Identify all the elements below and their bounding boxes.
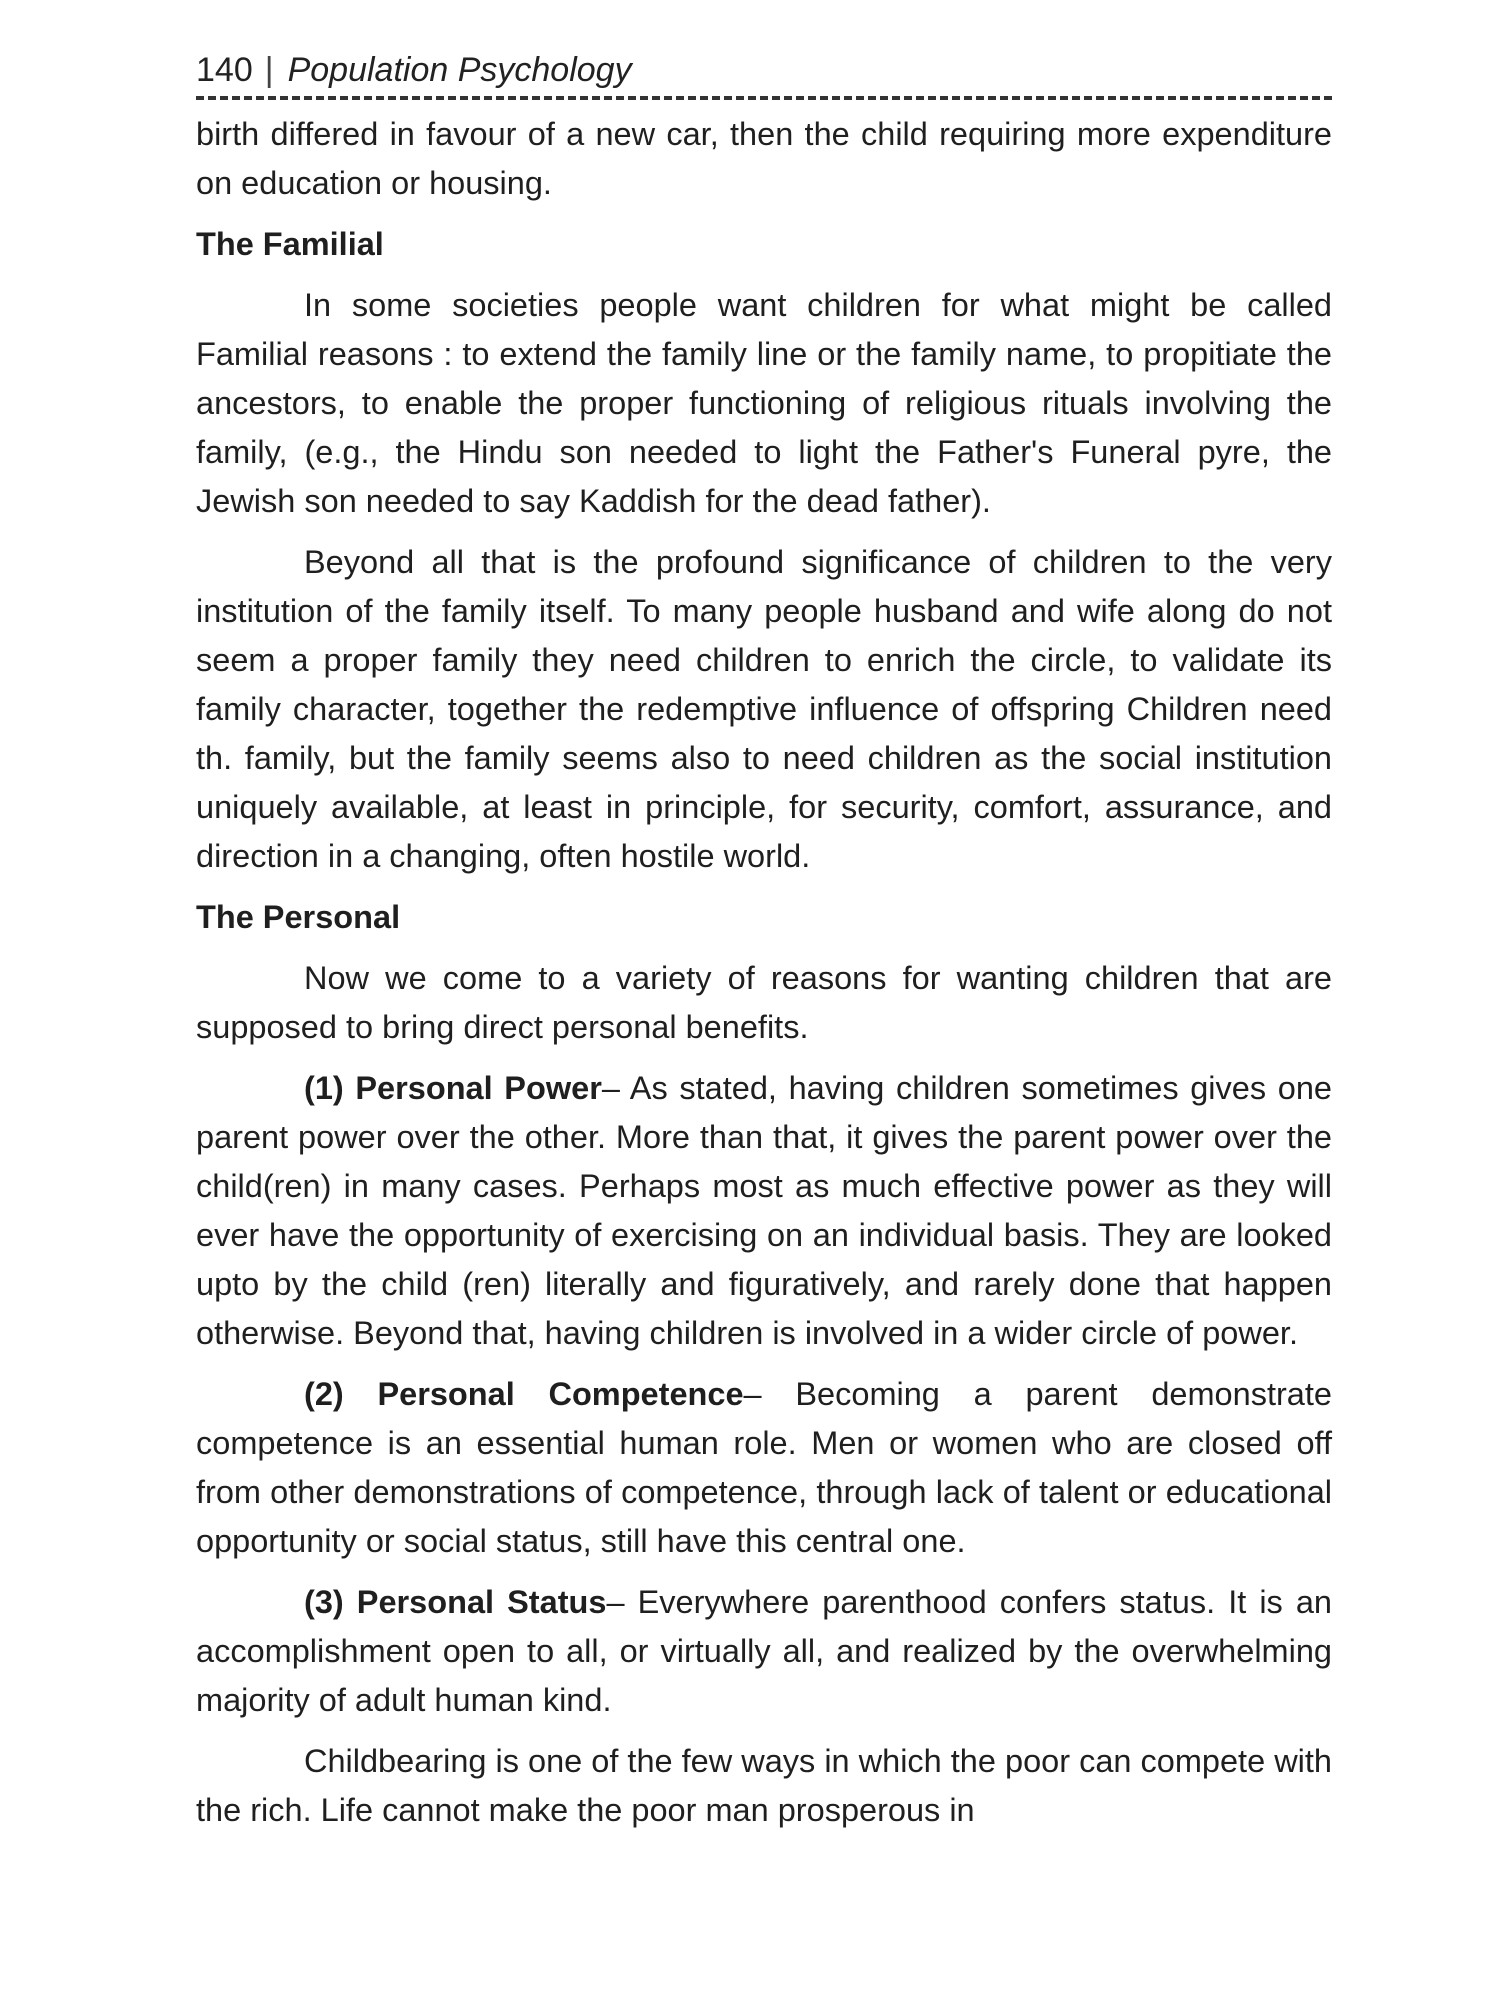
- personal-power-text: – As stated, having children sometimes gives one parent power over the other. More than that, it gives the parent power over the child(ren) in many cases. Perhaps most as much effective power as they will ever have the opportunity of exercising on an individual basis. They are looked upto by the child (ren) literally and figuratively, and rarely done that happen otherwise. Beyond that, having children is involved in a wider circle of power.: [196, 1070, 1332, 1351]
- section-heading-personal: The Personal: [196, 899, 401, 935]
- personal-competence-label: (2) Personal Competence: [304, 1376, 744, 1412]
- personal-power-label: (1) Personal Power: [304, 1070, 602, 1106]
- childbearing-paragraph: Childbearing is one of the few ways in which the poor can compete with the rich. Life cannot make the poor man prosperous in: [196, 1743, 1332, 1828]
- personal-competence-text: – Becoming a parent demonstrate competence is an essential human role. Men or women who are closed off from other demonstrations of competence, through lack of talent or educational opportunity or social status, still have this central one.: [196, 1376, 1332, 1559]
- personal-power-paragraph: [196, 1064, 1332, 1358]
- header-separator: |: [264, 51, 274, 89]
- personal-status-text: – Everywhere parenthood confers status. It is an accomplishment open to all, or virtually all, and realized by the overwhelming majority of adult human kind.: [196, 1584, 1332, 1718]
- page-number: 140: [196, 51, 253, 89]
- running-title: Population Psychology: [287, 51, 632, 89]
- personal-status-label: (3) Personal Status: [304, 1584, 607, 1620]
- personal-intro-paragraph: Now we come to a variety of reasons for wanting children that are supposed to bring direct personal benefits.: [196, 960, 1332, 1045]
- familial-paragraph-1: In some societies people want children for what might be called Familial reasons : to extend the family line or the family name, to propitiate the ancestors, to enable the proper functioning of religious rituals involving the family, (e.g., the Hindu son needed to light the Father's Funeral pyre, the Jewish son needed to say Kaddish for the dead father).: [196, 287, 1332, 519]
- familial-paragraph-2: Beyond all that is the profound significance of children to the very institution of the family itself. To many people husband and wife along do not seem a proper family they need children to enrich the circle, to validate its family character, together the redemptive influence of offspring Children need th. family, but the family seems also to need children as the social institution uniquely available, at least in principle, for security, comfort, assurance, and direction in a changing, often hostile world.: [196, 544, 1332, 874]
- page-body: [196, 110, 1332, 1835]
- personal-status-paragraph: [196, 1578, 1332, 1725]
- section-heading-familial: The Familial: [196, 226, 384, 262]
- personal-competence-paragraph: [196, 1370, 1332, 1566]
- running-header: [196, 46, 1332, 94]
- intro-paragraph: birth differed in favour of a new car, then the child requiring more expenditure on education or housing.: [196, 116, 1332, 201]
- header-dashed-rule: [196, 96, 1332, 100]
